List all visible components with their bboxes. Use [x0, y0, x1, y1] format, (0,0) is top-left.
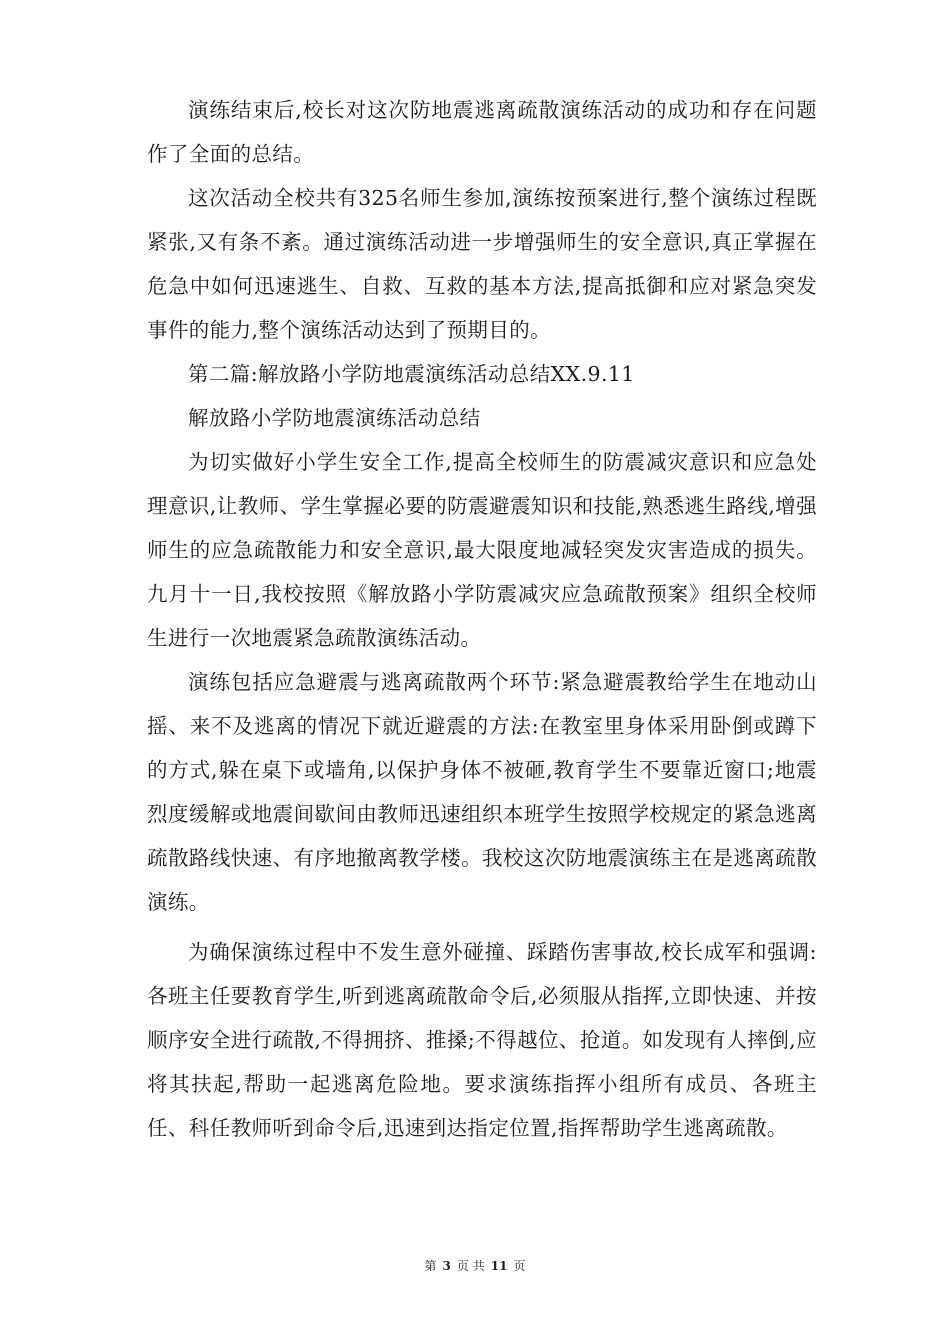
footer-total-pages: 11 [490, 1259, 508, 1273]
paragraph-summary-intro: 演练结束后,校长对这次防地震逃离疏散演练活动的成功和存在问题作了全面的总结。 [147, 98, 817, 166]
footer-middle: 页 共 [456, 1259, 485, 1273]
section-title: 解放路小学防地震演练活动总结 [188, 406, 481, 430]
paragraph-purpose: 为切实做好小学生安全工作,提高全校师生的防震减灾意识和应急处理意识,让教师、学生掌握必要的防震避震知识和技能,熟悉逃生路线,增强师生的应急疏散能力和安全意识,最大限度地减轻突发灾害造成的损失。九月十一日,我校按照《解放路小学防震减灾应急疏散预案》组织全校师生进行一次地震紧急疏散演练活动。 [147, 450, 817, 650]
footer-prefix: 第 [424, 1259, 437, 1273]
document-body [147, 88, 817, 1150]
paragraph-activity-result: 这次活动全校共有325名师生参加,演练按预案进行,整个演练过程既紧张,又有条不紊。通过演练活动进一步增强师生的安全意识,真正掌握在危急中如何迅速逃生、自救、互救的基本方法,提高抵御和应对紧急突发事件的能力,整个演练活动达到了预期目的。 [147, 186, 817, 342]
footer-page-number: 3 [442, 1259, 451, 1273]
page-footer [0, 1257, 950, 1274]
section-heading: 第二篇:解放路小学防地震演练活动总结XX.9.11 [188, 362, 635, 386]
footer-suffix: 页 [513, 1259, 526, 1273]
paragraph-safety-requirements: 为确保演练过程中不发生意外碰撞、踩踏伤害事故,校长成军和强调:各班主任要教育学生,听到逃离疏散命令后,必须服从指挥,立即快速、并按顺序安全进行疏散,不得拥挤、推搡;不得越位、抢道。如发现有人摔倒,应将其扶起,帮助一起逃离危险地。要求演练指挥小组所有成员、各班主任、科任教师听到命令后,迅速到达指定位置,指挥帮助学生逃离疏散。 [147, 940, 817, 1140]
paragraph-drill-content: 演练包括应急避震与逃离疏散两个环节:紧急避震教给学生在地动山摇、来不及逃离的情况下就近避震的方法:在教室里身体采用卧倒或蹲下的方式,躲在桌下或墙角,以保护身体不被砸,教育学生不要靠近窗口;地震烈度缓解或地震间歇间由教师迅速组织本班学生按照学校规定的紧急逃离疏散路线快速、有序地撤离教学楼。我校这次防地震演练主在是逃离疏散演练。 [147, 670, 817, 914]
